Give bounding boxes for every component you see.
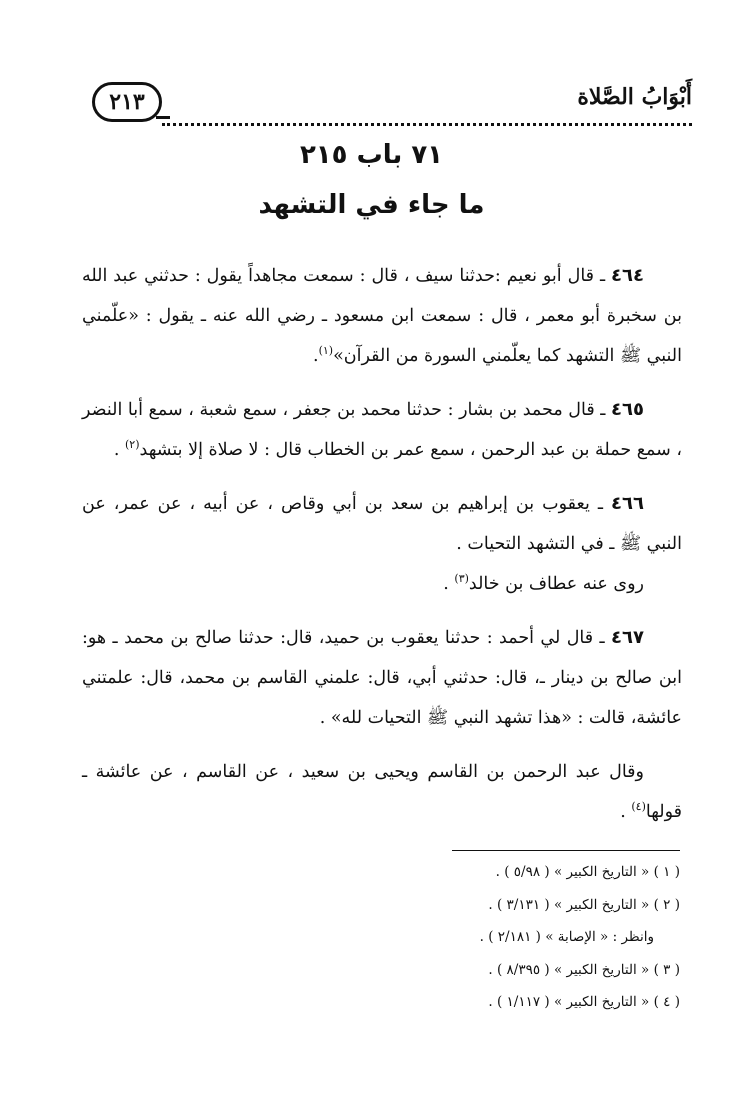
hadith-paragraph — [82, 390, 682, 470]
hadith-text: ـ يعقوب بن إبراهيم بن سعد بن أبي وقاص ، عن أبيه ، عن عمر، عن النبي ﷺ ـ في التشهد التحيات . — [82, 494, 682, 554]
footnote-item: ( ١ ) « التاريخ الكبير » ( ٥/٩٨ ) . — [495, 864, 680, 880]
narration-note — [82, 752, 682, 832]
narration-text: وقال عبد الرحمن بن القاسم ويحيى بن سعيد ، عن القاسم ، عن عائشة ـ قولها — [82, 762, 682, 822]
page-number: ٢١٣ — [92, 82, 162, 122]
body-text — [82, 256, 682, 832]
hadith-number: ٤٦٦ — [611, 493, 644, 514]
hadith-tail: . — [113, 440, 125, 460]
hadith-paragraph — [82, 256, 682, 376]
page-header — [92, 78, 692, 130]
footnote-ref[interactable]: (٤) — [631, 800, 646, 814]
footnote-ref[interactable]: (٣) — [454, 572, 469, 586]
footnote-item: وانظر : « الإصابة » ( ٢/١٨١ ) . — [479, 929, 654, 945]
footnote-item: ( ٢ ) « التاريخ الكبير » ( ٣/١٣١ ) . — [488, 896, 680, 913]
footnote-ref[interactable]: (٢) — [125, 438, 140, 452]
narration-text: روى عنه عطاف بن خالد — [468, 574, 644, 594]
hadith-text: ـ قال محمد بن بشار : حدثنا محمد بن جعفر ، سمع شعبة ، سمع أبا النضر ، سمع حملة بن عبد الرحمن ، سمع عمر بن الخطاب قال : لا صلاة إلا بتشهد — [82, 400, 682, 460]
chapter-title: ٧١ باب ٢١٥ — [299, 140, 444, 170]
header-divider — [162, 123, 692, 126]
running-title: أَبْوَابُ الصَّلاة — [577, 84, 692, 110]
page-number-frame-tail — [156, 116, 170, 122]
hadith-number: ٤٦٤ — [611, 265, 644, 286]
hadith-text: ـ قال أبو نعيم :حدثنا سيف ، قال : سمعت مجاهداً يقول : حدثني عبد الله بن سخبرة أبو معمر ، قال : سمعت ابن مسعود ـ رضي الله عنه ـ يقول : «علّمني النبي ﷺ التشهد كما يعلّمني السورة من القرآن» — [82, 266, 682, 366]
hadith-number: ٤٦٧ — [611, 627, 644, 648]
hadith-paragraph — [82, 618, 682, 738]
hadith-number: ٤٦٥ — [611, 399, 644, 420]
footnote-divider — [452, 850, 680, 851]
narration-tail: . — [620, 802, 632, 822]
narration-tail: . — [443, 574, 455, 594]
hadith-text: ـ قال لي أحمد : حدثنا يعقوب بن حميد، قال: حدثنا صالح بن محمد ـ هو: ابن صالح بن دينار ـ، قال: حدثني أبي، قال: علمني القاسم بن محمد، قال: علمتني عائشة، قالت : «هذا تشهد النبي ﷺ التحيات لله» . — [82, 628, 682, 728]
chapter-subtitle: ما جاء في التشهد — [258, 190, 485, 220]
hadith-tail: . — [312, 346, 319, 366]
footnote-ref[interactable]: (١) — [318, 344, 334, 358]
footnote-item: ( ٣ ) « التاريخ الكبير » ( ٨/٣٩٥ ) . — [488, 961, 680, 978]
narration-note — [82, 564, 682, 604]
hadith-paragraph — [82, 484, 682, 564]
footnote-item: ( ٤ ) « التاريخ الكبير » ( ١/١١٧ ) . — [488, 994, 680, 1010]
footnotes — [300, 856, 680, 1019]
